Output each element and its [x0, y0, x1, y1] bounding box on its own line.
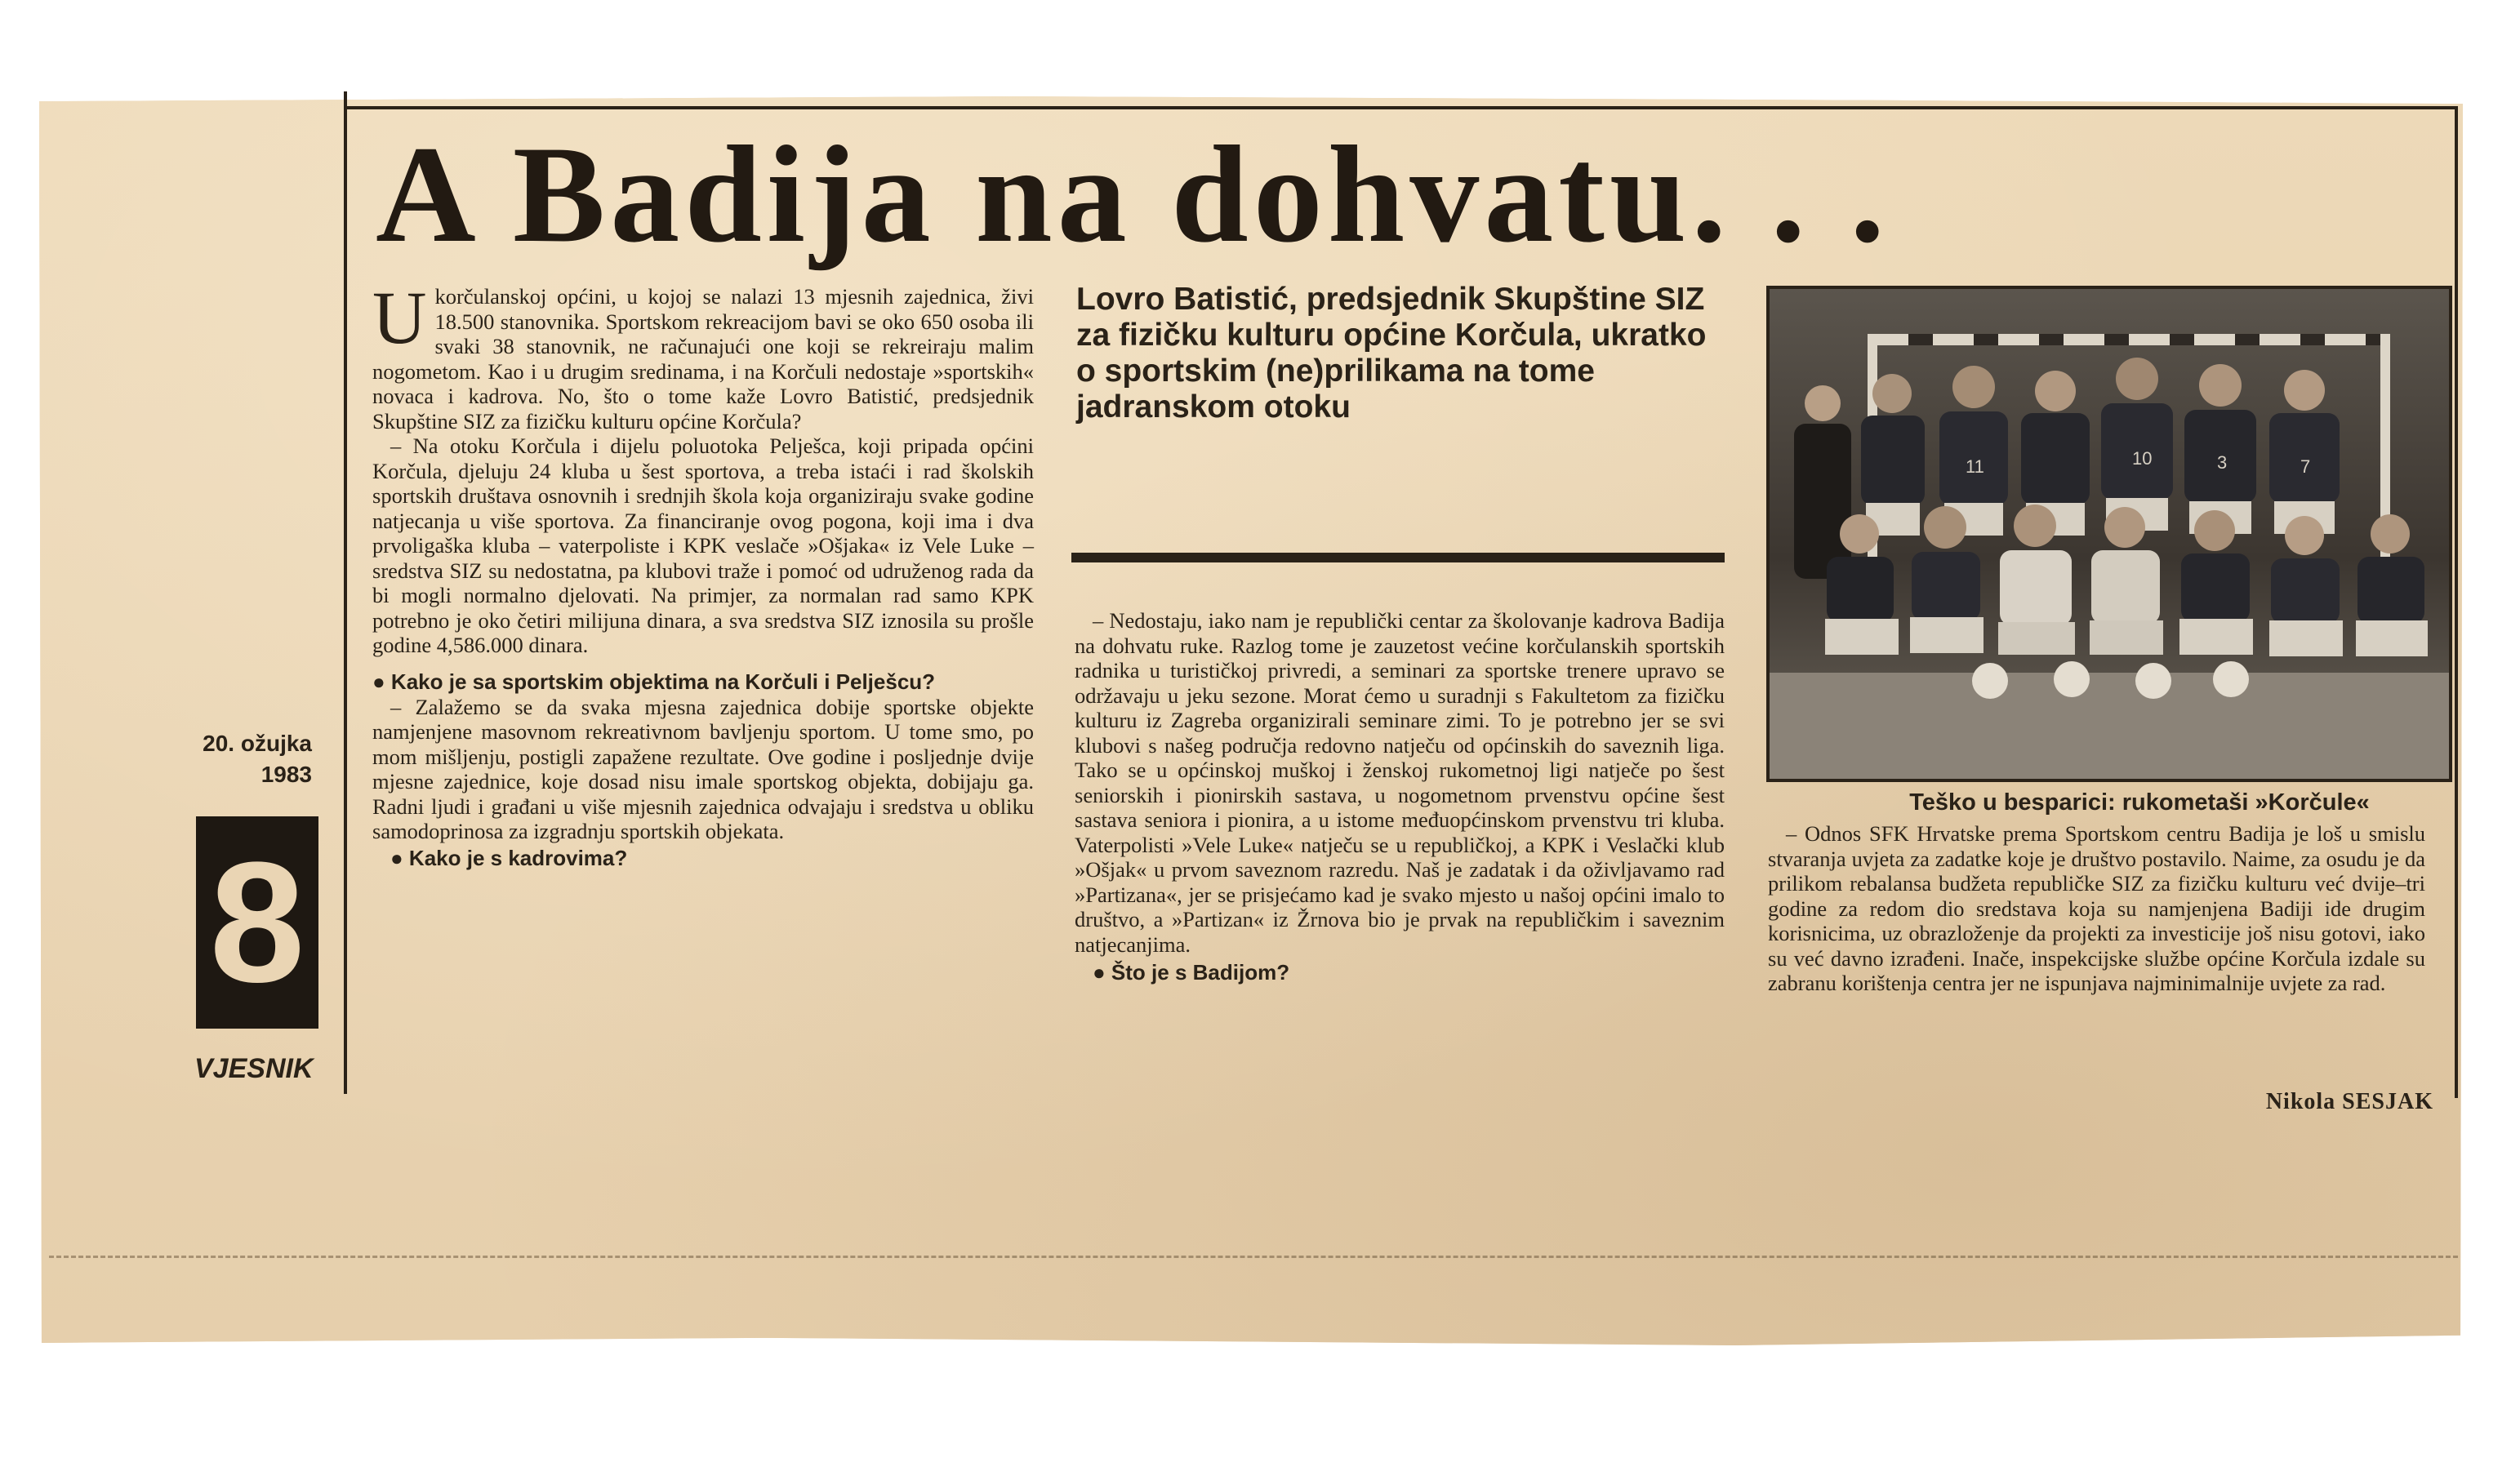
svg-text:11: 11: [1966, 456, 1984, 477]
answer-paragraph: – Odnos SFK Hrvatske prema Sportskom centru Badija je loš u smislu stvaranja uvjeta za zadatke koje je društvo postavilo. Naime, za osudu je da prilikom rebalansa budžeta republičke SIZ za fizičku kulturu već dvije–tri godine za redom dio sredstava koja su namjenjena Badiji ide drugim korisnicima, uz obrazloženje da projekti za investicije još nisu gotovi, iako su već davno izrađeni. Inače, inspekcijske službe općine Korčula izdale su zabranu korištenja centra jer ne ispunjava najminimalnije uvjete za rad.: [1768, 821, 2425, 995]
right-rule: [2455, 106, 2458, 1098]
drop-cap: U: [372, 276, 427, 359]
article-subhead: Lovro Batistić, predsjednik Skupštine SIZ za fizičku kulturu općine Korčula, ukratko o sportskim (ne)prilikama na tome jadranskom otoku: [1076, 282, 1707, 425]
subhead-rule: [1071, 553, 1725, 562]
photo-caption: Teško u besparici: rukometaši »Korčule«: [1909, 789, 2370, 816]
article-column-3: [1768, 821, 2425, 996]
answer-paragraph: – Zalažemo se da svaka mjesna zajednica dobije sportske objekte namjenjene masovnom rekreativnom bavljenju sportom. U tome smo, po mom mišljenju, postigli zapažene rezultate. Ove godine i posljednje dvije mjesne zajednice, koje dosad nisu imale sportskog objekta, dobijaju ga. Radni ljudi i građani u više mjesnih zajednica odvajaju i sredstva u obliku samodoprinosa za izgradnju sportskih objekata.: [372, 694, 1034, 843]
torn-edge-fold: [49, 1256, 2458, 1258]
top-rule: [344, 106, 2457, 109]
svg-text:10: 10: [2132, 448, 2153, 469]
interview-question: ● Kako je sa sportskim objektima na Korčuli i Pelješcu?: [372, 669, 936, 694]
team-photo: [1766, 286, 2452, 782]
article-column-2: [1075, 608, 1725, 985]
page-number: 8: [196, 816, 318, 1029]
issue-date: [189, 728, 312, 810]
lead-paragraph: [372, 276, 1034, 433]
team-photo-image: [1770, 289, 2449, 779]
svg-text:3: 3: [2217, 452, 2228, 473]
author-byline: Nikola SESJAK: [2265, 1089, 2433, 1114]
newspaper-name: VJESNIK: [194, 1053, 314, 1084]
interview-question: ● Što je s Badijom?: [1093, 960, 1290, 985]
headline: A Badija na dohvatu. . .: [376, 118, 1890, 271]
interview-question: ● Kako je s kadrovima?: [390, 845, 628, 870]
article-column-1: [372, 276, 1034, 871]
answer-paragraph: – Na otoku Korčula i dijelu poluotoka Pelješca, koji pripada općini Korčula, djeluju 24 kluba u šest sportova, a treba istaći i rad školskih sportskih društava osnovnih i srednjih škola koja organiziraju svake godine natjecanja u više sportova. Za financiranje ovog pogona, koji ima i dva prvoligaška kluba – vaterpoliste i KPK veslače »Ošjaka« iz Vele Luke – sredstva SIZ su nedostatna, pa klubovi traže i pomoć od udruženog rada da bi mogli normalno djelovati. Na primjer, za normalan rad samo KPK potrebno je oko četiri milijuna dinara, a sva sredstva SIZ iznosila su prošle godine 4,586.000 dinara.: [372, 433, 1034, 657]
issue-date-year: 1983: [260, 762, 312, 787]
lead-text: korčulanskoj općini, u kojoj se nalazi 13 mjesnih zajednica, živi 18.500 stanovnika. Sportskom rekreacijom bavi se oko 650 osoba ili svaki 38 stanovnik, ne računajući one koji se rekreiraju malim nogometom. Kao i u drugim sredinama, i na Korčuli nedostaje »sportskih« novaca i kadrova. No, što o tome kaže Lovro Batistić, predsjednik Skupštine SIZ za fizičku kulturu općine Korčula?: [372, 284, 1034, 433]
issue-date-day: 20. ožujka: [203, 731, 312, 756]
svg-text:7: 7: [2300, 456, 2311, 477]
answer-paragraph: – Nedostaju, iako nam je republički centar za školovanje kadrova Badija na dohvatu ruke. Razlog tome je zauzetost većine korčulanskih sportskih radnika u turističkoj privredi, a seminari za sportske trenere upravo se održavaju u jeku sezone. Morat ćemo u suradnji s Fakultetom za fizičku kulturu iz Zagreba organizirali seminare zimi. To je potrebno jer se svi klubovi s našeg područja redovno natječu od općinskih do saveznih liga. Tako se u općinskoj muškoj i ženskoj rukometnoj ligi natječe po šest seniorskih i pionirskih sastava, u nogometnom prvenstvu općine šest sastava seniora i pionira, a u istome međuopćinskom prvenstvu tri kluba. Vaterpolisti »Vele Luke« natječu se u republičkoj, a KPK i Veslački klub »Ošjak« u prvom saveznom razredu. Naš je zadatak i da oživljavamo rad »Partizana«, jer se prisjećamo kad je svako mjesto u našoj općini imalo to društvo, a »Partizan« iz Žrnova bio je prvak na republičkim i saveznim natjecanjima.: [1075, 608, 1725, 957]
left-column-rule: [344, 91, 347, 1094]
